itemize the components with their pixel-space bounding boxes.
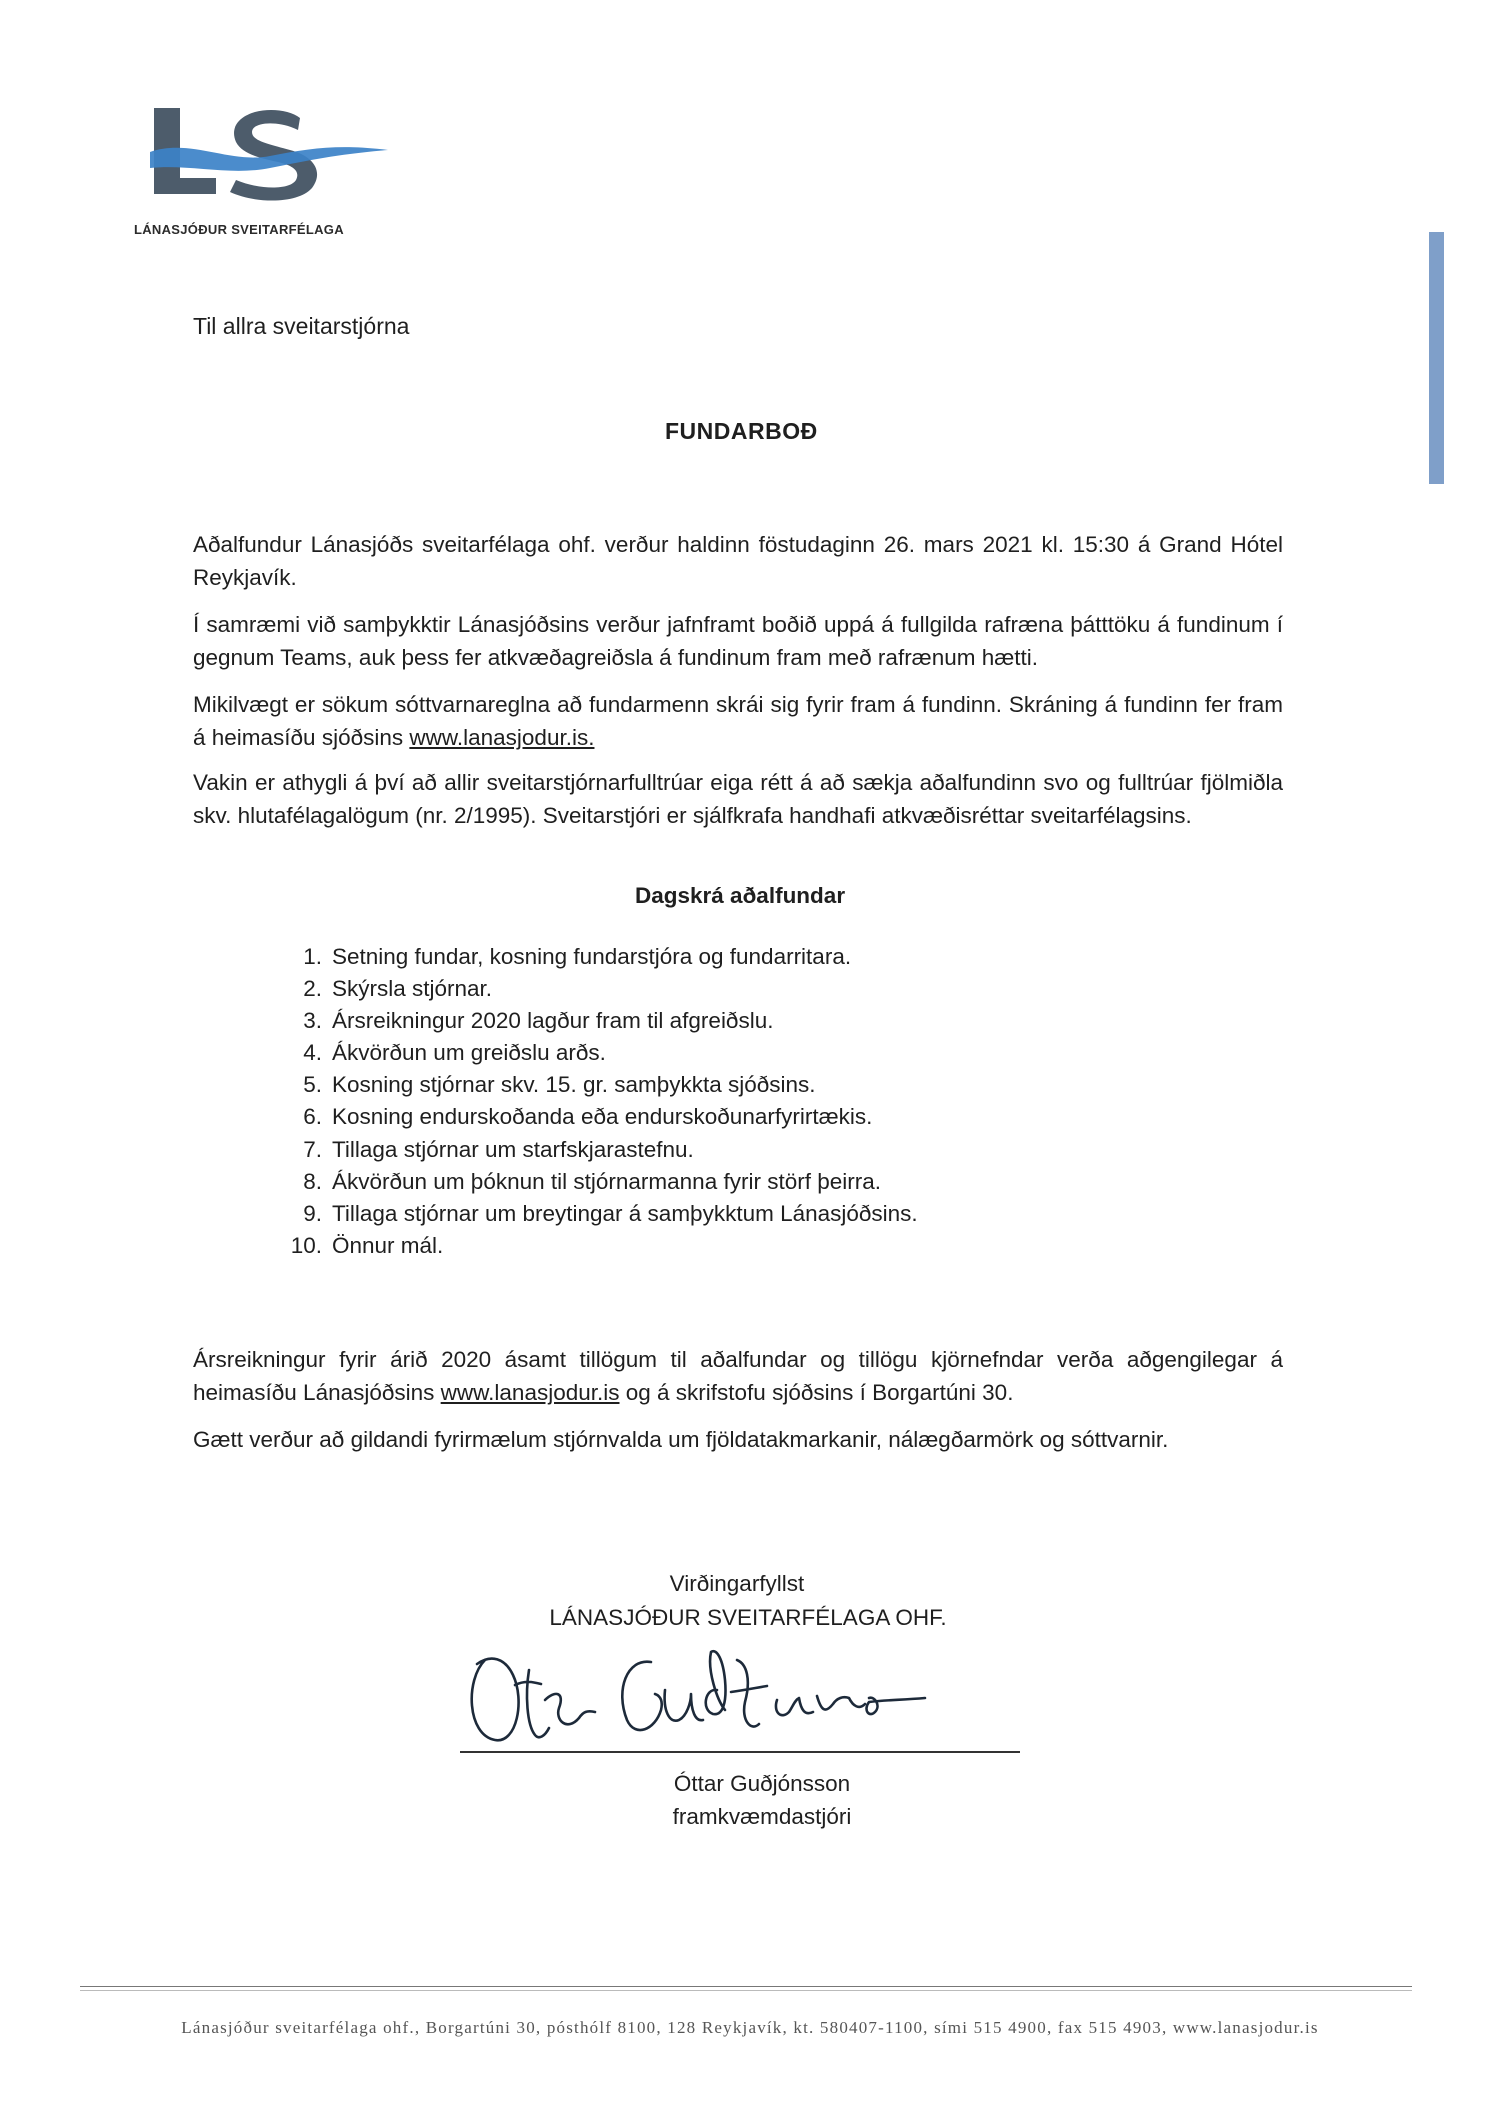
agenda-item-number: 3. — [303, 1008, 322, 1034]
agenda-item-text: Tillaga stjórnar um breytingar á samþykktum Lánasjóðsins. — [332, 1200, 918, 1226]
signer-title: framkvæmdastjóri — [672, 1804, 852, 1829]
agenda-item-number: 9. — [303, 1200, 322, 1226]
agenda-item — [270, 1230, 918, 1262]
agenda-item — [270, 1166, 918, 1198]
annual-accounts-link[interactable]: www.lanasjodur.is — [440, 1380, 620, 1405]
paragraph-meeting-info: Aðalfundur Lánasjóðs sveitarfélaga ohf. verður haldinn föstudaginn 26. mars 2021 kl. 15:30 á Grand Hótel Reykjavík. — [193, 532, 1283, 590]
footer-contact-info: Lánasjóður sveitarfélaga ohf., Borgartúni 30, pósthólf 8100, 128 Reykjavík, kt. 580407-1100, sími 515 4900, fax 515 4903, www.lanasjodur.is — [181, 2018, 1319, 2037]
agenda-item-text: Kosning endurskoðanda eða endurskoðunarfyrirtækis. — [332, 1104, 873, 1130]
agenda-item — [270, 1005, 918, 1037]
agenda-item-text: Ársreikningur 2020 lagður fram til afgreiðslu. — [332, 1008, 774, 1034]
agenda-item-text: Ákvörðun um greiðslu arðs. — [332, 1040, 606, 1066]
agenda-item-text: Önnur mál. — [332, 1232, 444, 1258]
agenda-item-number: 10. — [290, 1232, 322, 1258]
closing-company: LÁNASJÓÐUR SVEITARFÉLAGA OHF. — [549, 1605, 947, 1630]
agenda-item-text: Tillaga stjórnar um starfskjarastefnu. — [332, 1136, 694, 1162]
agenda-item-number: 6. — [303, 1104, 322, 1130]
annual-accounts-text-end: og á skrifstofu sjóðsins í Borgartúni 30. — [619, 1380, 1014, 1405]
agenda-item — [270, 1134, 918, 1166]
agenda-item-text: Setning fundar, kosning fundarstjóra og fundarritara. — [332, 944, 852, 969]
signer-block — [0, 1767, 1500, 1833]
agenda-item-number: 4. — [303, 1040, 322, 1066]
agenda-item-number: 7. — [303, 1136, 322, 1162]
scan-edge-bar — [1429, 232, 1444, 484]
paragraph-annual-accounts — [193, 1343, 1283, 1409]
agenda-item-number: 1. — [303, 944, 322, 969]
agenda-item-number: 5. — [303, 1072, 322, 1098]
agenda-item-number: 8. — [303, 1168, 322, 1194]
registration-text: Mikilvægt er sökum sóttvarnareglna að fundarmenn skrái sig fyrir fram á fundinn. Skráning á fundinn fer fram á heimasíðu sjóðsins — [193, 692, 1283, 750]
closing-greeting: Virðingarfyllst — [669, 1571, 805, 1596]
signer-name: Óttar Guðjónsson — [673, 1771, 851, 1796]
registration-link[interactable]: www.lanasjodur.is. — [409, 725, 595, 750]
paragraph-covid-rules: Gætt verður að gildandi fyrirmælum stjórnvalda um fjöldatakmarkanir, nálægðarmörk og sóttvarnir. — [193, 1427, 1169, 1452]
agenda-item-text: Ákvörðun um þóknun til stjórnarmanna fyrir störf þeirra. — [332, 1168, 881, 1194]
agenda-item — [270, 941, 918, 973]
agenda-item-text: Skýrsla stjórnar. — [332, 976, 493, 1002]
agenda-title: Dagskrá aðalfundar — [635, 883, 846, 908]
document-title: FUNDARBOÐ — [665, 418, 818, 444]
agenda-item-text: Kosning stjórnar skv. 15. gr. samþykkta sjóðsins. — [332, 1072, 816, 1098]
agenda-item — [270, 1069, 918, 1101]
footer-divider-secondary — [80, 1990, 1412, 1991]
agenda-item-number: 2. — [303, 976, 322, 1002]
agenda-list — [270, 941, 918, 1262]
agenda-item — [270, 1198, 918, 1230]
logo-org-name: LÁNASJÓÐUR SVEITARFÉLAGA — [134, 222, 344, 237]
signature-line — [460, 1751, 1020, 1753]
agenda-item — [270, 1101, 918, 1133]
agenda-item — [270, 973, 918, 1005]
closing-block — [0, 1567, 1500, 1635]
paragraph-registration — [193, 688, 1283, 754]
footer-divider — [80, 1986, 1412, 1987]
paragraph-electronic-participation: Í samræmi við samþykktir Lánasjóðsins verður jafnframt boðið uppá á fullgilda rafræna þátttöku á fundinum í gegnum Teams, auk þess fer atkvæðagreiðsla á fundinum fram með rafrænum hætti. — [193, 612, 1283, 670]
annual-accounts-text: Ársreikningur fyrir árið 2020 ásamt tillögum til aðalfundar og tillögu kjörnefndar verða aðgengilegar á heimasíðu Lánasjóðsins — [193, 1347, 1283, 1405]
agenda-item — [270, 1037, 918, 1069]
handwritten-signature — [455, 1640, 1015, 1755]
paragraph-attendance-rights: Vakin er athygli á því að allir sveitarstjórnarfulltrúar eiga rétt á að sækja aðalfundinn svo og fulltrúar fjölmiðla skv. hlutafélagalögum (nr. 2/1995). Sveitarstjóri er sjálfkrafa handhafi atkvæðisréttar sveitarfélagsins. — [193, 770, 1283, 828]
addressee: Til allra sveitarstjórna — [193, 313, 410, 339]
